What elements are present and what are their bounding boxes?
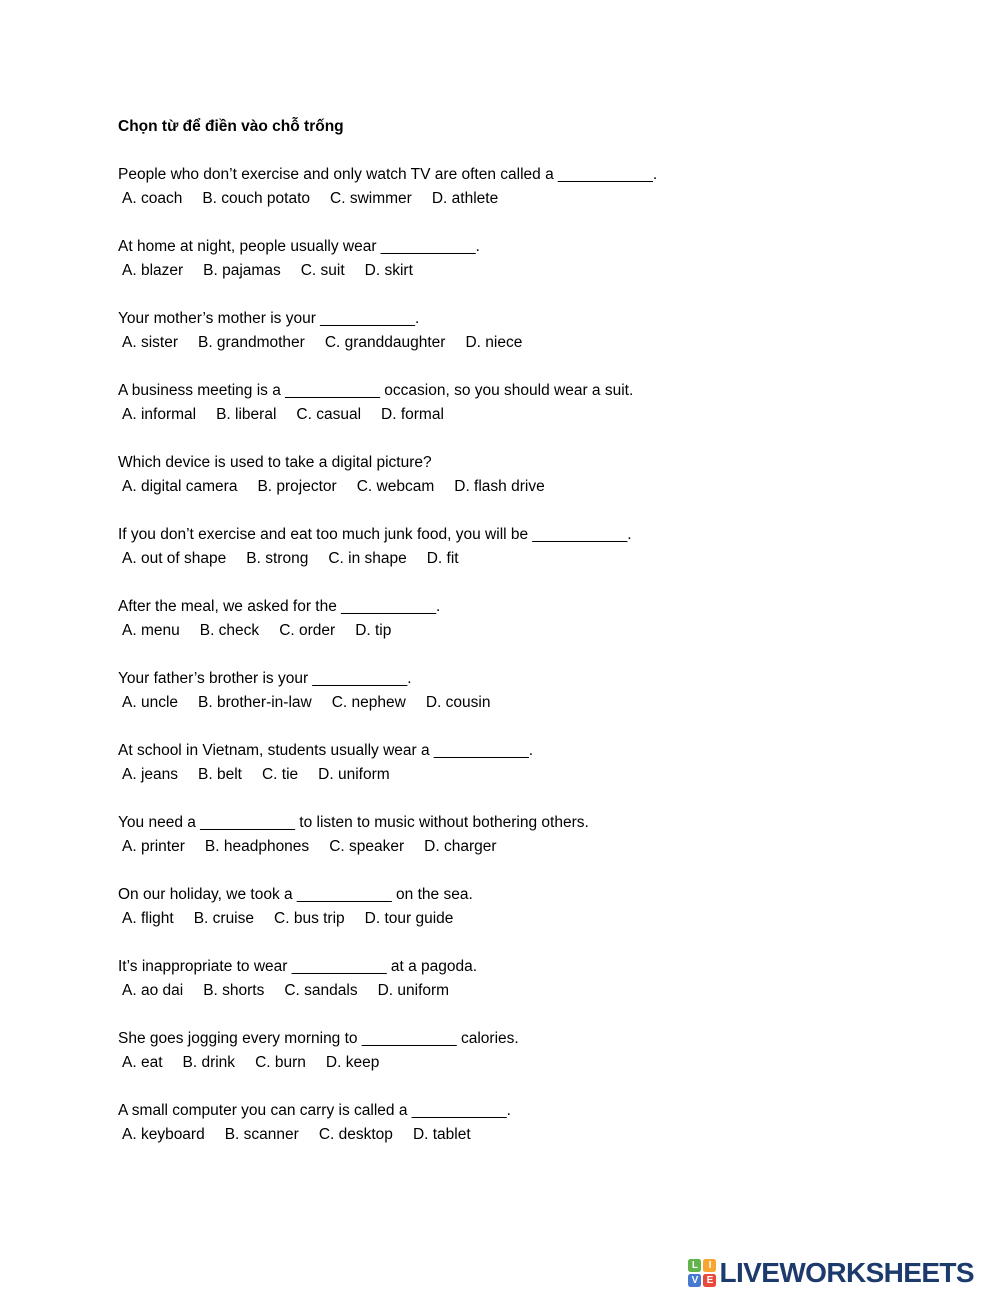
question-text: If you don’t exercise and eat too much junk food, you will be ___________.	[118, 526, 632, 543]
option-c[interactable]: C. desktop	[318, 1126, 393, 1143]
option-c[interactable]: C. webcam	[356, 478, 435, 495]
option-a[interactable]: A. flight	[122, 910, 174, 927]
question-block	[118, 523, 978, 571]
question-block	[118, 451, 978, 499]
question-block	[118, 235, 978, 283]
question-block	[118, 1027, 978, 1075]
question-block	[118, 379, 978, 427]
question-block	[118, 739, 978, 787]
question-block	[118, 1099, 978, 1147]
option-a[interactable]: A. digital camera	[122, 478, 238, 495]
question-text: Your father’s brother is your ___________.	[118, 670, 412, 687]
question-text: You need a ___________ to listen to music without bothering others.	[118, 814, 589, 831]
option-a[interactable]: A. informal	[122, 406, 197, 423]
option-d[interactable]: D. uniform	[318, 766, 390, 783]
liveworksheets-wordmark: LIVEWORKSHEETS	[719, 1257, 974, 1288]
question-list	[118, 163, 978, 1147]
option-a[interactable]: A. printer	[122, 838, 185, 855]
option-c[interactable]: C. speaker	[329, 838, 405, 855]
option-d[interactable]: D. skirt	[364, 262, 413, 279]
question-options	[118, 1051, 978, 1075]
question-options	[118, 403, 978, 427]
liveworksheets-logo-icon	[688, 1259, 716, 1287]
option-c[interactable]: C. casual	[296, 406, 362, 423]
option-d[interactable]: D. tour guide	[364, 910, 454, 927]
question-options	[118, 979, 978, 1003]
question-block	[118, 595, 978, 643]
option-b[interactable]: B. liberal	[216, 406, 277, 423]
question-options	[118, 619, 978, 643]
question-text: Which device is used to take a digital picture?	[118, 454, 432, 471]
worksheet-title: Chọn từ để điền vào chỗ trống	[118, 118, 344, 135]
option-d[interactable]: D. athlete	[431, 190, 499, 207]
option-d[interactable]: D. niece	[465, 334, 523, 351]
option-b[interactable]: B. shorts	[203, 982, 265, 999]
question-options	[118, 547, 978, 571]
question-options	[118, 1123, 978, 1147]
option-a[interactable]: A. sister	[122, 334, 178, 351]
question-text: At home at night, people usually wear ___________.	[118, 238, 480, 255]
question-options	[118, 259, 978, 283]
question-options	[118, 187, 978, 211]
question-text: A small computer you can carry is called a ___________.	[118, 1102, 511, 1119]
option-b[interactable]: B. projector	[257, 478, 337, 495]
liveworksheets-logo[interactable]	[688, 1259, 974, 1287]
worksheet-page	[118, 115, 978, 1147]
question-block	[118, 955, 978, 1003]
option-d[interactable]: D. fit	[426, 550, 459, 567]
question-options	[118, 835, 978, 859]
option-c[interactable]: C. in shape	[328, 550, 407, 567]
option-b[interactable]: B. scanner	[224, 1126, 299, 1143]
option-d[interactable]: D. tablet	[412, 1126, 471, 1143]
question-block	[118, 163, 978, 211]
question-block	[118, 883, 978, 931]
option-a[interactable]: A. blazer	[122, 262, 184, 279]
question-text: Your mother’s mother is your ___________.	[118, 310, 420, 327]
option-d[interactable]: D. tip	[355, 622, 392, 639]
option-d[interactable]: D. flash drive	[454, 478, 545, 495]
question-text: She goes jogging every morning to ___________ calories.	[118, 1030, 519, 1047]
option-a[interactable]: A. menu	[122, 622, 180, 639]
logo-tile-e: E	[703, 1274, 716, 1287]
logo-tile-l: L	[688, 1259, 701, 1272]
option-a[interactable]: A. ao dai	[122, 982, 184, 999]
option-b[interactable]: B. strong	[246, 550, 309, 567]
option-b[interactable]: B. check	[199, 622, 260, 639]
question-block	[118, 667, 978, 715]
option-d[interactable]: D. keep	[325, 1054, 380, 1071]
option-d[interactable]: D. charger	[424, 838, 497, 855]
option-c[interactable]: C. granddaughter	[324, 334, 446, 351]
option-b[interactable]: B. cruise	[193, 910, 255, 927]
question-options	[118, 475, 978, 499]
option-c[interactable]: C. swimmer	[330, 190, 412, 207]
question-options	[118, 331, 978, 355]
option-b[interactable]: B. headphones	[204, 838, 310, 855]
option-d[interactable]: D. uniform	[377, 982, 450, 999]
question-block	[118, 811, 978, 859]
question-text: At school in Vietnam, students usually wear a ___________.	[118, 742, 534, 759]
option-a[interactable]: A. coach	[122, 190, 183, 207]
option-c[interactable]: C. order	[279, 622, 336, 639]
option-a[interactable]: A. out of shape	[122, 550, 227, 567]
option-c[interactable]: C. nephew	[331, 694, 406, 711]
option-c[interactable]: C. suit	[300, 262, 345, 279]
option-b[interactable]: B. couch potato	[202, 190, 311, 207]
option-b[interactable]: B. drink	[182, 1054, 236, 1071]
logo-tile-v: V	[688, 1274, 701, 1287]
option-c[interactable]: C. sandals	[284, 982, 358, 999]
question-text: It’s inappropriate to wear ___________ at a pagoda.	[118, 958, 478, 975]
option-b[interactable]: B. brother-in-law	[198, 694, 312, 711]
question-text: On our holiday, we took a ___________ on the sea.	[118, 886, 473, 903]
question-options	[118, 763, 978, 787]
option-d[interactable]: D. cousin	[425, 694, 491, 711]
option-c[interactable]: C. bus trip	[274, 910, 345, 927]
option-c[interactable]: C. tie	[261, 766, 299, 783]
option-a[interactable]: A. uncle	[122, 694, 179, 711]
question-block	[118, 307, 978, 355]
question-options	[118, 907, 978, 931]
logo-tile-i: I	[703, 1259, 716, 1272]
option-b[interactable]: B. grandmother	[197, 334, 305, 351]
option-a[interactable]: A. keyboard	[122, 1126, 205, 1143]
option-b[interactable]: B. belt	[198, 766, 242, 783]
question-options	[118, 691, 978, 715]
option-c[interactable]: C. burn	[255, 1054, 306, 1071]
question-text: After the meal, we asked for the ___________.	[118, 598, 441, 615]
question-text: A business meeting is a ___________ occasion, so you should wear a suit.	[118, 382, 634, 399]
option-b[interactable]: B. pajamas	[203, 262, 281, 279]
question-text: People who don’t exercise and only watch TV are often called a ___________.	[118, 166, 658, 183]
option-a[interactable]: A. eat	[122, 1054, 163, 1071]
option-d[interactable]: D. formal	[381, 406, 444, 423]
option-a[interactable]: A. jeans	[122, 766, 179, 783]
